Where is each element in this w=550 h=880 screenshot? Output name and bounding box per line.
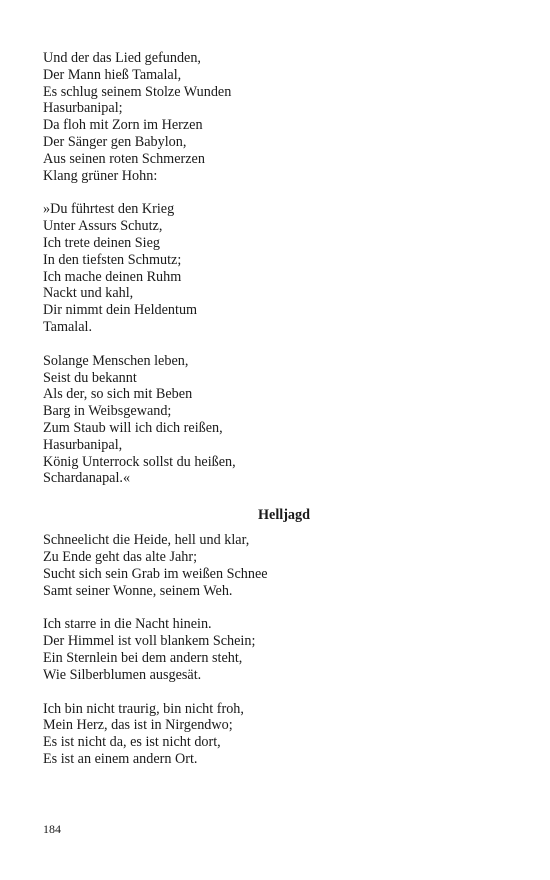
- verse-line: Unter Assurs Schutz,: [43, 218, 163, 235]
- verse-line: Schardanapal.«: [43, 470, 131, 487]
- verse-line: Der Himmel ist voll blankem Schein;: [43, 633, 256, 650]
- verse-line: Es ist nicht da, es ist nicht dort,: [43, 734, 221, 751]
- verse-line: Zu Ende geht das alte Jahr;: [43, 548, 198, 565]
- verse-line: Als der, so sich mit Beben: [43, 386, 193, 403]
- stanza: [43, 701, 503, 768]
- verse-line: Hasurbanipal,: [43, 436, 123, 453]
- verse-line: Samt seiner Wonne, seinem Weh.: [43, 582, 233, 599]
- verse-line: Da floh mit Zorn im Herzen: [43, 117, 203, 134]
- verse-line: Zum Staub will ich dich reißen,: [43, 419, 223, 436]
- poem-helljagd: [43, 507, 503, 768]
- verse-line: König Unterrock sollst du heißen,: [43, 453, 236, 470]
- verse-line: In den tiefsten Schmutz;: [43, 251, 182, 268]
- stanza: [43, 201, 503, 335]
- verse-line: Ein Sternlein bei dem andern steht,: [43, 649, 243, 666]
- verse-line: Barg in Weibsgewand;: [43, 403, 172, 420]
- verse-line: Aus seinen roten Schmerzen: [43, 150, 205, 167]
- page-number: 184: [43, 822, 61, 836]
- verse-line: Hasurbanipal;: [43, 100, 123, 117]
- stanza: [43, 353, 503, 487]
- verse-line: Der Mann hieß Tamalal,: [43, 66, 182, 83]
- verse-line: Klang grüner Hohn:: [43, 167, 158, 184]
- verse-line: Schneelicht die Heide, hell und klar,: [43, 532, 250, 549]
- book-page: [43, 50, 503, 785]
- verse-line: Wie Silberblumen ausgesät.: [43, 666, 202, 683]
- verse-line: Der Sänger gen Babylon,: [43, 133, 187, 150]
- verse-line: Mein Herz, das ist in Nirgendwo;: [43, 717, 233, 734]
- poem-tamalal: [43, 50, 503, 487]
- stanza: [43, 50, 503, 184]
- stanza: [43, 532, 503, 599]
- verse-line: Und der das Lied gefunden,: [43, 50, 201, 66]
- verse-line: Es ist an einem andern Ort.: [43, 750, 198, 767]
- verse-line: Es schlug seinem Stolze Wunden: [43, 83, 232, 100]
- verse-line: Solange Menschen leben,: [43, 352, 189, 369]
- verse-line: Seist du bekannt: [43, 369, 137, 386]
- verse-line: Dir nimmt dein Heldentum: [43, 302, 198, 319]
- verse-line: Tamalal.: [43, 318, 93, 335]
- verse-line: Sucht sich sein Grab im weißen Schnee: [43, 565, 268, 582]
- verse-line: Ich bin nicht traurig, bin nicht froh,: [43, 700, 244, 717]
- verse-line: Ich trete deinen Sieg: [43, 234, 160, 251]
- poem-title: [43, 507, 503, 524]
- verse-line: Ich starre in die Nacht hinein.: [43, 616, 212, 633]
- stanza: [43, 616, 503, 683]
- verse-line: Ich mache deinen Ruhm: [43, 268, 182, 285]
- verse-line: Nackt und kahl,: [43, 285, 134, 302]
- verse-line: »Du führtest den Krieg: [43, 201, 175, 218]
- poem-title-text: Helljagd: [257, 507, 311, 524]
